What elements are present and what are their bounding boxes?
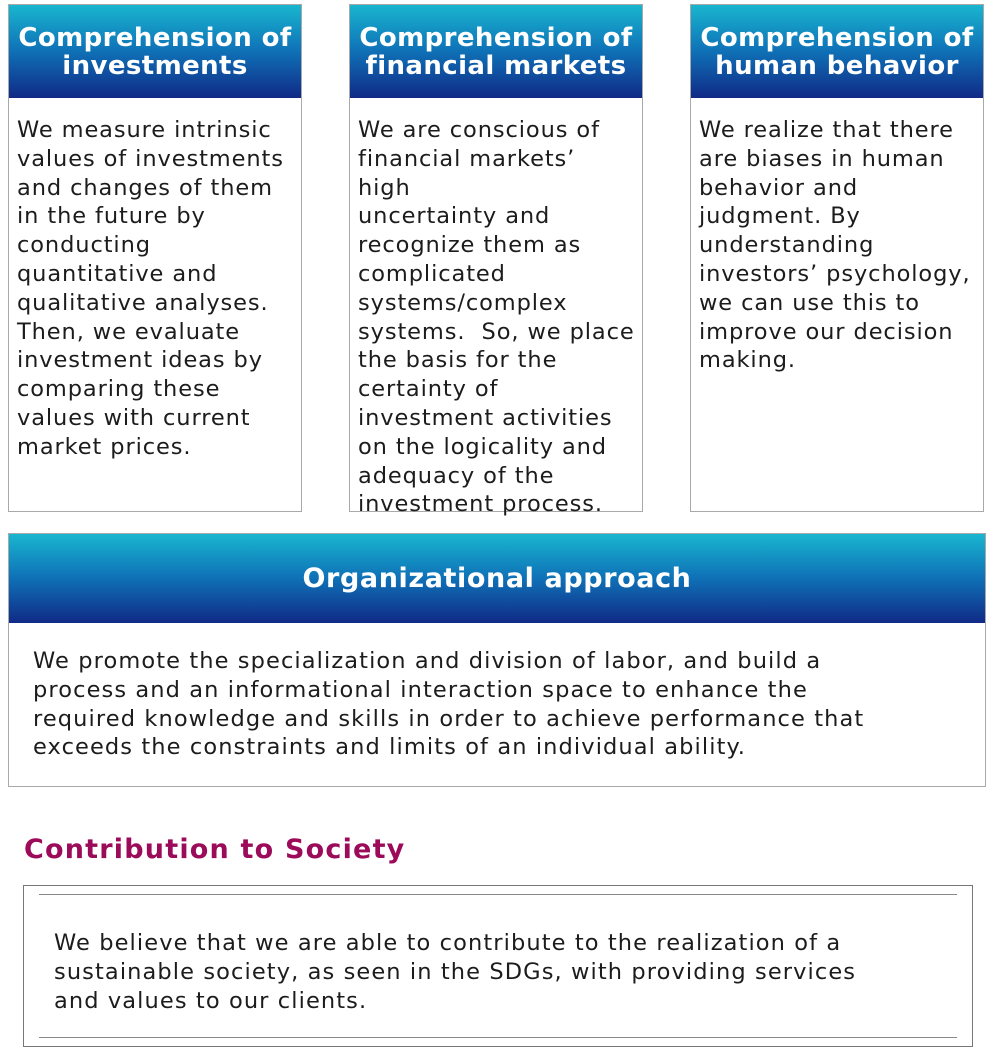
org-body-line: required knowledge and skills in order to achieve performance that [33,705,865,732]
org-body-line: process and an informational interaction space to enhance the [33,676,808,703]
card-body-line: complicated [358,260,506,287]
organizational-approach-body [9,623,985,762]
card-body-line: We measure intrinsic [17,117,272,143]
card-body [691,98,983,375]
card-body-line: comparing these [17,376,221,403]
card-investments [8,4,302,512]
card-body-line: and changes of them [17,174,273,201]
card-body-line: investment activities [358,404,613,431]
card-title-line: Comprehension of [18,22,292,53]
contribution-to-society-title: Contribution to Society [24,834,406,865]
card-body-line: qualitative analyses. [17,289,269,316]
card-header [691,5,983,98]
card-financial-markets [349,4,643,518]
organizational-approach-panel [8,533,986,787]
card-body-line: recognize them as [358,232,582,259]
org-body-line: exceeds the constraints and limits of an individual ability. [33,734,746,761]
card-body-line: financial markets’ high [358,145,576,201]
frame-right-bracket [956,885,973,1047]
contribution-to-society-body [54,929,954,1015]
card-body-line: we can use this to [699,289,920,316]
society-body-line: and values to our clients. [54,987,368,1014]
card-title-line: Comprehension of [359,22,633,53]
card-body-line: understanding [699,232,875,259]
card-body-line: Then, we evaluate [17,318,241,345]
card-body-line: judgment. By [699,203,861,230]
card-body-line: market prices. [17,433,192,460]
society-body-line: We believe that we are able to contribute to the realization of a [54,930,842,956]
card-body-line: on the logicality and [358,433,607,460]
card-title-line: Comprehension of [700,22,974,53]
card-title-line: human behavior [715,50,959,81]
organizational-approach-title: Organizational approach [9,534,985,623]
card-body-line: making. [699,347,796,374]
frame-bottom-inner-line [39,1037,957,1038]
card-body-line: investment ideas by [17,347,263,374]
frame-top-inner-line [39,894,957,895]
card-header [350,5,642,98]
card-body-line: We realize that there [699,117,954,143]
card-header [9,5,301,98]
card-body-line: conducting [17,232,151,259]
card-body-line: certainty of [358,376,499,403]
card-body-line: systems. So, we place [358,318,635,345]
card-body-line: in the future by [17,203,206,230]
card-body-line: the basis for the [358,347,558,374]
card-body-line: We are conscious of [358,117,600,143]
card-human-behavior [690,4,984,512]
card-body-line: behavior and [699,174,859,201]
frame-left-bracket [23,885,40,1047]
card-body-line: investors’ psychology, [699,260,971,287]
card-title-line: investments [62,50,248,81]
card-body-line: quantitative and [17,260,218,287]
card-body-line: systems/complex [358,289,568,316]
society-body-line: sustainable society, as seen in the SDGs, with providing services [54,958,857,985]
card-body-line: uncertainty and [358,203,551,230]
card-body-line: adequacy of the [358,462,555,489]
card-body-line: investment process. [358,491,603,518]
card-title-line: financial markets [365,50,627,81]
frame-top-line [39,885,957,886]
card-body-line: values with current [17,404,251,431]
card-body-line: values of investments [17,145,284,172]
card-body-line: improve our decision [699,318,954,345]
frame-bottom-line [39,1046,957,1047]
card-body-line: are biases in human [699,145,945,172]
card-body [9,98,301,462]
org-body-line: We promote the specialization and division of labor, and build a [33,648,822,674]
card-body [350,98,642,519]
